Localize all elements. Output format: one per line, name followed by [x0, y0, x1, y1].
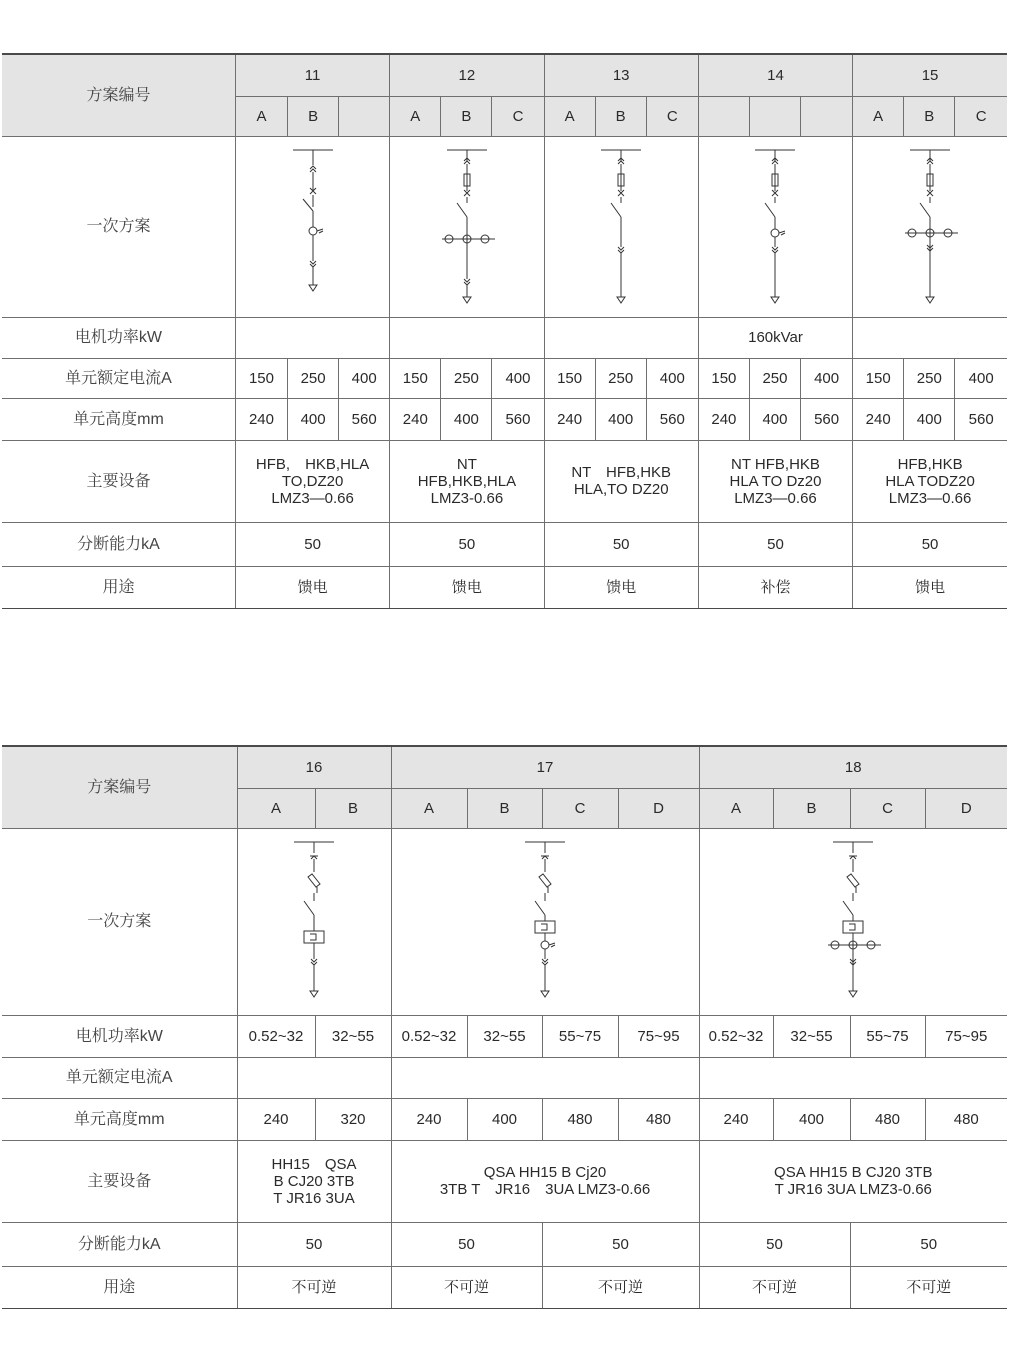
scheme-number: 18: [699, 746, 1007, 788]
motor-power: [235, 317, 389, 358]
sub-scheme: B: [904, 96, 955, 136]
sub-scheme: B: [315, 788, 391, 828]
rated-current: [391, 1057, 699, 1098]
rated-current: 250: [288, 358, 339, 398]
main-equipment: NT HFB,HKB HLA,TO DZ20: [544, 440, 698, 522]
fuse-switch-feeder-icon: [591, 147, 651, 307]
breaking-capacity: 50: [853, 522, 1007, 566]
main-equipment: QSA HH15 B Cj20 3TB T JR16 3UA LMZ3-0.66: [391, 1140, 699, 1222]
motor-power: 75~95: [925, 1015, 1007, 1057]
unit-height: 240: [698, 398, 749, 440]
row-label-usage: 用途: [2, 1266, 237, 1308]
usage: 馈电: [235, 566, 389, 608]
sub-scheme: C: [850, 788, 925, 828]
unit-height: 320: [315, 1098, 391, 1140]
main-equipment: NT HFB,HKB,HLA LMZ3-0.66: [390, 440, 544, 522]
scheme-table-1: [2, 53, 1007, 609]
breaking-capacity: 50: [850, 1222, 1007, 1266]
unit-height: 400: [773, 1098, 850, 1140]
unit-height: 240: [390, 398, 441, 440]
unit-height: 560: [492, 398, 544, 440]
unit-height: 400: [441, 398, 492, 440]
sub-scheme: B: [467, 788, 542, 828]
row-label-primary: 一次方案: [2, 136, 235, 317]
sub-scheme: B: [288, 96, 339, 136]
row-label-primary: 一次方案: [2, 828, 237, 1015]
rated-current: 250: [441, 358, 492, 398]
primary-diagram: [391, 828, 699, 1015]
sub-scheme: A: [237, 788, 315, 828]
fuse-switch-3ct-feeder-icon: [890, 147, 970, 307]
sub-scheme: A: [390, 96, 441, 136]
main-equipment: HH15 QSA B CJ20 3TB T JR16 3UA: [237, 1140, 391, 1222]
motor-power: 32~55: [467, 1015, 542, 1057]
primary-diagram: [853, 136, 1007, 317]
scheme-number: 12: [390, 54, 544, 96]
switch-ct-feeder-icon: [283, 147, 343, 307]
row-label-usage: 用途: [2, 566, 235, 608]
rated-current: 250: [749, 358, 800, 398]
primary-diagram: [699, 828, 1007, 1015]
motor-power: 160kVar: [698, 317, 852, 358]
motor-power: 75~95: [618, 1015, 699, 1057]
primary-diagram: [698, 136, 852, 317]
motor-power: 55~75: [542, 1015, 618, 1057]
rated-current: 400: [801, 358, 853, 398]
scheme-number: 17: [391, 746, 699, 788]
unit-height: 400: [595, 398, 646, 440]
breaking-capacity: 50: [391, 1222, 542, 1266]
unit-height: 400: [288, 398, 339, 440]
main-equipment: HFB,HKB HLA TODZ20 LMZ3—0.66: [853, 440, 1007, 522]
scheme-table-2: [2, 745, 1007, 1309]
row-label-main-equipment: 主要设备: [2, 440, 235, 522]
rated-current: 400: [339, 358, 390, 398]
scheme-number: 13: [544, 54, 698, 96]
unit-height: 560: [801, 398, 853, 440]
row-label-unit-height: 单元高度mm: [2, 398, 235, 440]
sub-scheme: [339, 96, 390, 136]
primary-diagram: [237, 828, 391, 1015]
row-label-main-equipment: 主要设备: [2, 1140, 237, 1222]
breaking-capacity: 50: [235, 522, 389, 566]
sub-scheme: C: [955, 96, 1007, 136]
unit-height: 240: [544, 398, 595, 440]
rated-current: 150: [698, 358, 749, 398]
main-equipment: HFB, HKB,HLA TO,DZ20 LMZ3—0.66: [235, 440, 389, 522]
sub-scheme: C: [542, 788, 618, 828]
motor-power: [853, 317, 1007, 358]
usage: 不可逆: [542, 1266, 699, 1308]
unit-height: 480: [850, 1098, 925, 1140]
sub-scheme: B: [441, 96, 492, 136]
motor-power: [390, 317, 544, 358]
row-label-rated-current: 单元额定电流A: [2, 358, 235, 398]
rated-current: [237, 1057, 391, 1098]
unit-height: 400: [749, 398, 800, 440]
breaking-capacity: 50: [237, 1222, 391, 1266]
motor-power: 55~75: [850, 1015, 925, 1057]
row-label-breaking: 分断能力kA: [2, 522, 235, 566]
unit-height: 560: [339, 398, 390, 440]
usage: 补偿: [698, 566, 852, 608]
row-label-unit-height: 单元高度mm: [2, 1098, 237, 1140]
sub-scheme: A: [544, 96, 595, 136]
main-equipment: NT HFB,HKB HLA TO Dz20 LMZ3—0.66: [698, 440, 852, 522]
sub-scheme: B: [773, 788, 850, 828]
rated-current: [699, 1057, 1007, 1098]
sub-scheme: C: [646, 96, 698, 136]
usage: 不可逆: [237, 1266, 391, 1308]
motor-starter-ct-icon: [515, 839, 575, 1004]
sub-scheme: B: [595, 96, 646, 136]
unit-height: 240: [853, 398, 904, 440]
unit-height: 400: [467, 1098, 542, 1140]
unit-height: 480: [925, 1098, 1007, 1140]
primary-diagram: [544, 136, 698, 317]
unit-height: 480: [542, 1098, 618, 1140]
scheme-number: 11: [235, 54, 389, 96]
rated-current: 150: [235, 358, 287, 398]
rated-current: 150: [390, 358, 441, 398]
unit-height: 240: [699, 1098, 773, 1140]
primary-diagram: [390, 136, 544, 317]
sub-scheme: D: [925, 788, 1007, 828]
rated-current: 150: [544, 358, 595, 398]
sub-scheme: A: [853, 96, 904, 136]
sub-scheme: C: [492, 96, 544, 136]
unit-height: 400: [904, 398, 955, 440]
motor-power: 32~55: [773, 1015, 850, 1057]
row-label-rated-current: 单元额定电流A: [2, 1057, 237, 1098]
breaking-capacity: 50: [699, 1222, 850, 1266]
usage: 馈电: [390, 566, 544, 608]
sub-scheme: [749, 96, 800, 136]
unit-height: 560: [646, 398, 698, 440]
fuse-switch-3ct-feeder-icon: [427, 147, 507, 307]
row-label-motor-power: 电机功率kW: [2, 1015, 237, 1057]
rated-current: 400: [955, 358, 1007, 398]
motor-starter-icon: [284, 839, 344, 1004]
motor-power: 0.52~32: [391, 1015, 467, 1057]
unit-height: 240: [235, 398, 287, 440]
row-label-scheme-no: 方案编号: [2, 54, 235, 136]
motor-power: 32~55: [315, 1015, 391, 1057]
sub-scheme: A: [235, 96, 287, 136]
scheme-number: 16: [237, 746, 391, 788]
rated-current: 250: [904, 358, 955, 398]
scheme-number: 15: [853, 54, 1007, 96]
breaking-capacity: 50: [542, 1222, 699, 1266]
scheme-number: 14: [698, 54, 852, 96]
fuse-switch-ct-compensation-icon: [745, 147, 805, 307]
usage: 馈电: [544, 566, 698, 608]
usage: 不可逆: [850, 1266, 1007, 1308]
sub-scheme: A: [699, 788, 773, 828]
row-label-breaking: 分断能力kA: [2, 1222, 237, 1266]
row-label-scheme-no: 方案编号: [2, 746, 237, 828]
row-label-motor-power: 电机功率kW: [2, 317, 235, 358]
motor-power: 0.52~32: [699, 1015, 773, 1057]
breaking-capacity: 50: [544, 522, 698, 566]
sub-scheme: [698, 96, 749, 136]
usage: 不可逆: [391, 1266, 542, 1308]
motor-power: [544, 317, 698, 358]
unit-height: 480: [618, 1098, 699, 1140]
primary-diagram: [235, 136, 389, 317]
motor-starter-3ct-icon: [813, 839, 893, 1004]
sub-scheme: A: [391, 788, 467, 828]
unit-height: 560: [955, 398, 1007, 440]
sub-scheme: [801, 96, 853, 136]
unit-height: 240: [237, 1098, 315, 1140]
rated-current: 250: [595, 358, 646, 398]
usage: 馈电: [853, 566, 1007, 608]
rated-current: 400: [646, 358, 698, 398]
rated-current: 150: [853, 358, 904, 398]
usage: 不可逆: [699, 1266, 850, 1308]
rated-current: 400: [492, 358, 544, 398]
unit-height: 240: [391, 1098, 467, 1140]
breaking-capacity: 50: [390, 522, 544, 566]
breaking-capacity: 50: [698, 522, 852, 566]
sub-scheme: D: [618, 788, 699, 828]
main-equipment: QSA HH15 B CJ20 3TB T JR16 3UA LMZ3-0.66: [699, 1140, 1007, 1222]
motor-power: 0.52~32: [237, 1015, 315, 1057]
